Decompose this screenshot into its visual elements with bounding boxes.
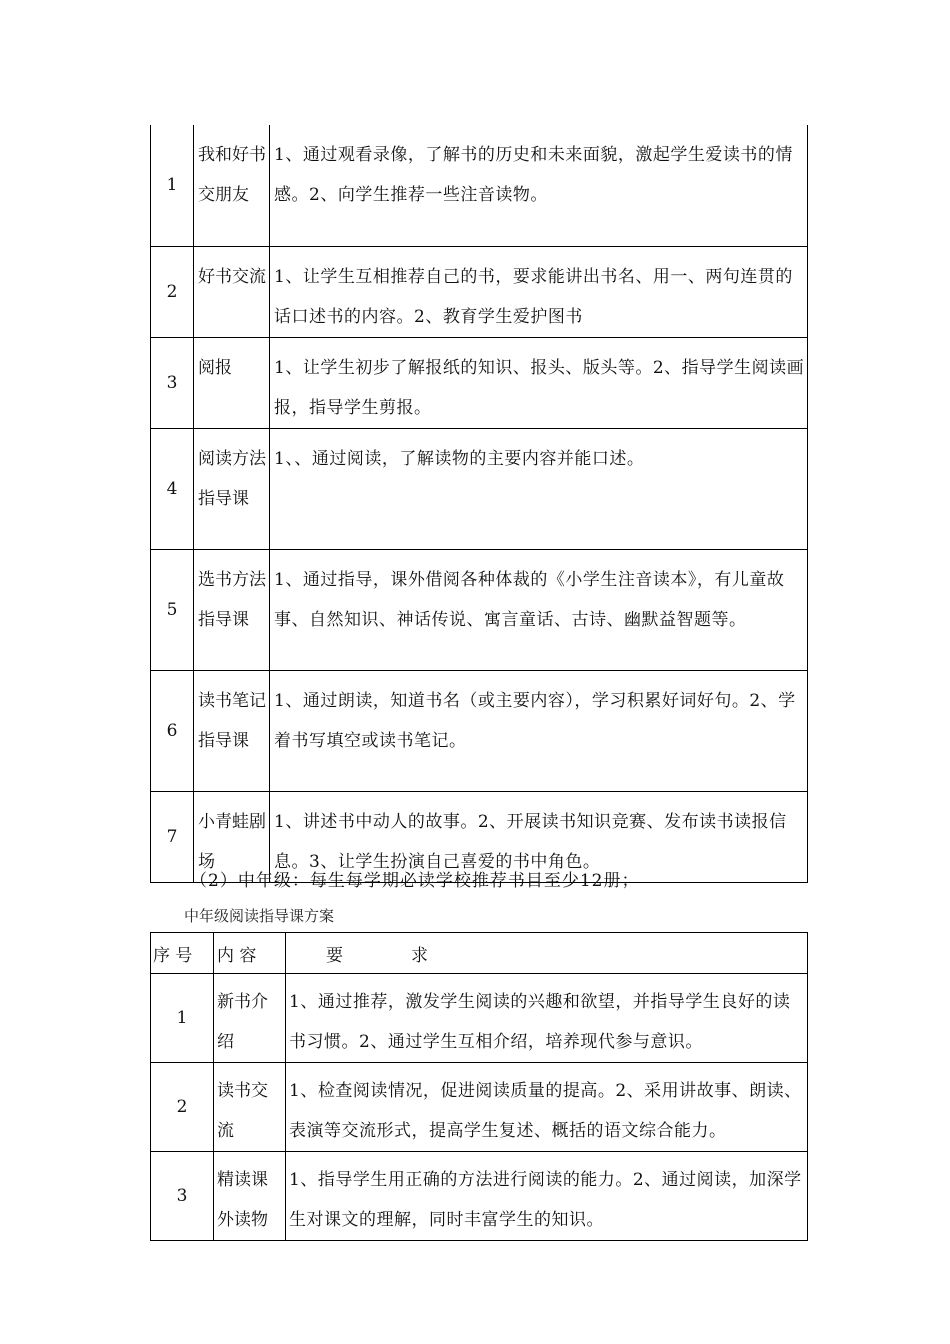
grade-low-reading-table <box>150 125 808 883</box>
lesson-title: 我和好书交朋友 <box>194 125 270 246</box>
lesson-requirements: 1、通过朗读，知道书名（或主要内容），学习积累好词好句。2、学着书写填空或读书笔记。 <box>270 670 808 791</box>
lesson-title: 阅报 <box>194 337 270 428</box>
lesson-requirements: 1、让学生互相推荐自己的书，要求能讲出书名、用一、两句连贯的话口述书的内容。2、教育学生爱护图书 <box>270 246 808 337</box>
lesson-requirements: 1、讲述书中动人的故事。2、开展读书知识竞赛、发布读书读报信息。3、让学生扮演自己喜爱的书中角色。 <box>270 791 808 882</box>
lesson-title: 新书介绍 <box>214 974 286 1063</box>
lesson-title: 好书交流 <box>194 246 270 337</box>
lesson-requirements: 1、让学生初步了解报纸的知识、报头、版头等。2、指导学生阅读画报，指导学生剪报。 <box>270 337 808 428</box>
table-row <box>151 125 808 246</box>
row-number: 6 <box>151 670 194 791</box>
lesson-title: 小青蛙剧场 <box>194 791 270 882</box>
lesson-requirements: 1、指导学生用正确的方法进行阅读的能力。2、通过阅读，加深学生对课文的理解，同时丰富学生的知识。 <box>286 1152 808 1241</box>
lesson-title: 阅读方法指导课 <box>194 428 270 549</box>
row-number: 4 <box>151 428 194 549</box>
row-number: 1 <box>151 974 214 1063</box>
lesson-title: 读书交流 <box>214 1063 286 1152</box>
lesson-requirements: 1、通过观看录像，了解书的历史和未来面貌，激起学生爱读书的情感。2、向学生推荐一些注音读物。 <box>270 125 808 246</box>
row-number: 7 <box>151 791 194 882</box>
row-number: 1 <box>151 125 194 246</box>
lesson-title: 精读课外读物 <box>214 1152 286 1241</box>
row-number: 3 <box>151 1152 214 1241</box>
lesson-requirements: 1、检查阅读情况，促进阅读质量的提高。2、采用讲故事、朗读、表演等交流形式，提高学生复述、概括的语文综合能力。 <box>286 1063 808 1152</box>
table-row <box>151 1063 808 1152</box>
lesson-requirements: 1、通过指导，课外借阅各种体裁的《小学生注音读本》，有儿童故事、自然知识、神话传说、寓言童话、古诗、幽默益智题等。 <box>270 549 808 670</box>
table-row <box>151 1152 808 1241</box>
table-row <box>151 549 808 670</box>
grade-middle-note: （2）中年级：每生每学期必读学校推荐书目至少12册； <box>190 871 640 891</box>
row-number: 2 <box>151 1063 214 1152</box>
row-number: 3 <box>151 337 194 428</box>
table-row <box>151 974 808 1063</box>
header-requirements: 要 求 <box>286 933 808 974</box>
lesson-title: 选书方法指导课 <box>194 549 270 670</box>
header-content: 内 容 <box>214 933 286 974</box>
table-title: 中年级阅读指导课方案 <box>184 907 335 925</box>
lesson-requirements: 1、、通过阅读，了解读物的主要内容并能口述。 <box>270 428 808 549</box>
table-row <box>151 246 808 337</box>
table-row <box>151 670 808 791</box>
lesson-requirements: 1、通过推荐，激发学生阅读的兴趣和欲望，并指导学生良好的读书习惯。2、通过学生互相介绍，培养现代参与意识。 <box>286 974 808 1063</box>
row-number: 5 <box>151 549 194 670</box>
row-number: 2 <box>151 246 194 337</box>
table-row <box>151 428 808 549</box>
grade-middle-reading-table <box>150 932 808 1241</box>
table-header-row <box>151 933 808 974</box>
lesson-title: 读书笔记指导课 <box>194 670 270 791</box>
header-number: 序 号 <box>151 933 214 974</box>
table-row <box>151 337 808 428</box>
